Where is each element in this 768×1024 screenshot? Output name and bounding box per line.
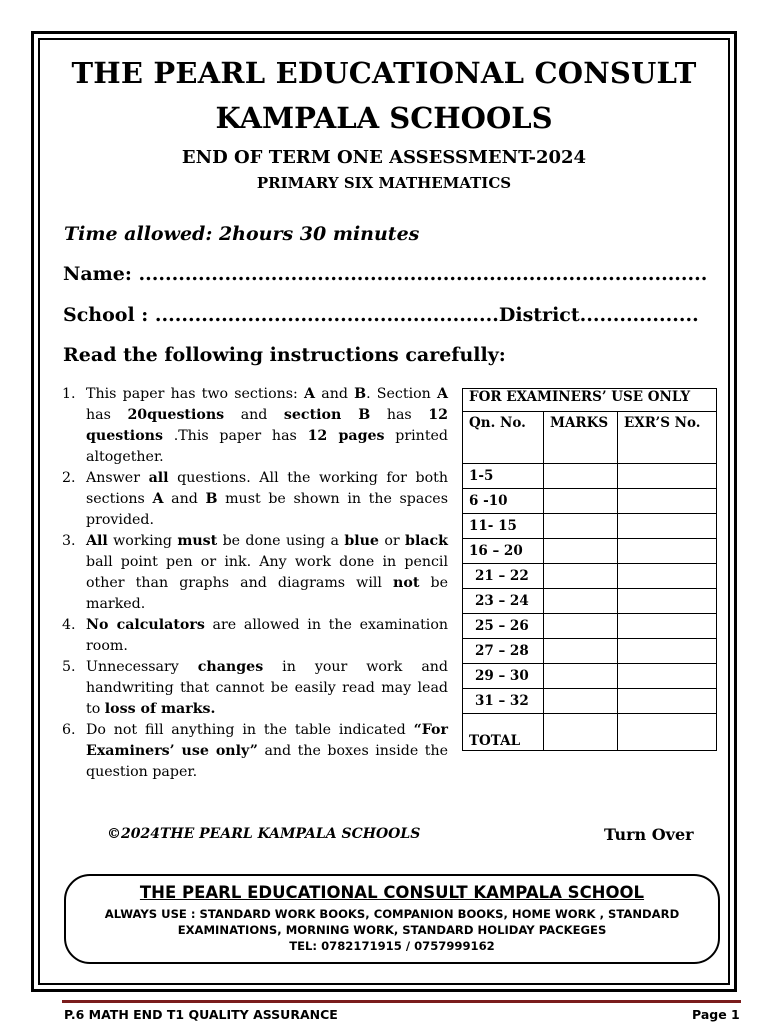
instruction-text: has [86,407,128,423]
marks-cell [544,689,618,714]
question-range-cell: 11- 15 [463,514,544,539]
instruction-emphasis: must [177,533,218,549]
banner-line-2: EXAMINATIONS, MORNING WORK, STANDARD HOLIDAY PACKEGES [177,923,607,937]
district-label: District [498,304,580,326]
marks-cell [544,539,618,564]
examiner-cell [618,464,717,489]
instruction-number: 6. [62,722,76,738]
table-row [463,464,717,489]
instruction-text: must be shown in the spaces provided. [86,491,448,528]
marks-cell [544,614,618,639]
instruction-emphasis: blue [344,533,379,549]
subject-title: PRIMARY SIX MATHEMATICS [256,174,512,192]
col-header-examiner: EXR’S No. [618,412,717,464]
instruction-text: be done using a [217,533,345,549]
instruction-text: .This paper has [162,428,308,444]
table-row [463,689,717,714]
examiner-cell [618,539,717,564]
instruction-emphasis: all [148,470,169,486]
instruction-emphasis: black [405,533,449,549]
instruction-emphasis: A [436,386,448,402]
school-field [63,304,699,326]
instruction-text: be marked. [86,575,448,612]
total-examiner-cell [618,714,717,751]
footer-title: P.6 MATH END T1 QUALITY ASSURANCE [64,1007,338,1022]
banner-line-3: TEL: 0782171915 / 0757999162 [289,939,495,953]
copyright-note: ©2024THE PEARL KAMPALA SCHOOLS [107,826,421,842]
question-range-cell: 31 – 32 [463,689,544,714]
examiner-cell [618,589,717,614]
examiner-cell [618,664,717,689]
instruction-text: and [315,386,355,402]
marks-cell [544,464,618,489]
question-range-cell: 16 – 20 [463,539,544,564]
examiner-cell [618,614,717,639]
banner-title: THE PEARL EDUCATIONAL CONSULT KAMPALA SCHOOL [139,883,645,902]
instruction-emphasis: B [354,386,367,402]
instruction-emphasis: not [393,575,420,591]
table-row [463,589,717,614]
col-header-marks: MARKS [544,412,618,464]
instruction-text: ball point pen or ink. Any work done in pencil other than graphs and diagrams will [86,554,448,591]
instruction-text: or [378,533,406,549]
question-range-cell: 27 – 28 [463,639,544,664]
marks-cell [544,664,618,689]
instruction-number: 5. [62,659,76,675]
question-range-cell: 21 – 22 [463,564,544,589]
instruction-item [62,615,448,657]
question-range-cell: 6 -10 [463,489,544,514]
instruction-emphasis: changes [197,659,264,675]
instruction-number: 3. [62,533,76,549]
region-title: KAMPALA SCHOOLS [215,101,553,135]
table-row [463,489,717,514]
name-field [63,263,707,285]
instruction-text: has [370,407,429,423]
banner-line-1: ALWAYS USE : STANDARD WORK BOOKS, COMPANION BOOKS, HOME WORK , STANDARD [104,907,680,921]
table-row [463,564,717,589]
name-dots: ...................................................................................... [138,263,708,285]
instruction-emphasis: No calculators [86,617,205,633]
name-label: Name: [63,263,132,285]
total-row [463,714,717,751]
instruction-text: questions. All the working for both sections [86,470,448,507]
total-label: TOTAL [463,714,544,751]
table-row [463,514,717,539]
examiner-cell [618,689,717,714]
marks-cell [544,564,618,589]
instruction-text: and [163,491,206,507]
marks-cell [544,514,618,539]
instruction-number: 4. [62,617,76,633]
examiner-cell [618,489,717,514]
instruction-emphasis: A [304,386,316,402]
examiner-cell [618,514,717,539]
instruction-emphasis: B [205,491,218,507]
footer-rule [62,1000,741,1003]
examiner-cell [618,564,717,589]
instruction-emphasis: “For Examiners’ use only” [86,722,448,759]
instruction-emphasis: A [152,491,164,507]
instruction-item [62,384,448,468]
instruction-emphasis: All [86,533,108,549]
instruction-text: Do not fill anything in the table indicated [86,722,414,738]
marks-cell [544,489,618,514]
instruction-text: printed altogether. [86,428,448,465]
page-number: Page 1 [692,1007,740,1022]
examiners-table-title: FOR EXAMINERS’ USE ONLY [463,389,717,412]
question-range-cell: 25 – 26 [463,614,544,639]
instruction-emphasis: 20questions [127,407,225,423]
table-row [463,539,717,564]
instructions-heading: Read the following instructions carefully: [63,344,506,366]
table-row [463,664,717,689]
district-dots: .................. [579,304,699,326]
exam-title: END OF TERM ONE ASSESSMENT-2024 [181,147,587,168]
instructions-list [62,384,448,783]
instruction-item [62,657,448,720]
instruction-text: and [224,407,284,423]
instruction-number: 1. [62,386,76,402]
question-range-cell: 29 – 30 [463,664,544,689]
question-range-cell: 1-5 [463,464,544,489]
instruction-item [62,720,448,783]
instruction-text: Answer [86,470,149,486]
table-row [463,614,717,639]
table-row [463,639,717,664]
org-title: THE PEARL EDUCATIONAL CONSULT [71,56,697,90]
instruction-text: working [107,533,178,549]
instruction-emphasis: 12 pages [307,428,385,444]
col-header-qn: Qn. No. [463,412,544,464]
banner-text [66,906,718,954]
school-label: School : [63,304,149,326]
instruction-text: and the boxes inside the question paper. [86,743,448,780]
instruction-text: in your work and handwriting that cannot be easily read may lead to [86,659,449,717]
instruction-number: 2. [62,470,76,486]
school-dots: .................................................... [154,304,499,326]
examiner-cell [618,639,717,664]
turn-over-note: Turn Over [604,825,694,844]
instruction-emphasis: section B [283,407,371,423]
instruction-text: are allowed in the examination room. [86,617,448,654]
instruction-text: Unnecessary [86,659,198,675]
time-allowed: Time allowed: 2hours 30 minutes [64,223,420,245]
instruction-item [62,468,448,531]
examiners-table [462,388,717,751]
question-range-cell: 23 – 24 [463,589,544,614]
total-marks-cell [544,714,618,751]
instruction-emphasis: loss of marks. [104,701,216,717]
instruction-text: . Section [366,386,437,402]
marks-cell [544,589,618,614]
instruction-item [62,531,448,615]
marks-cell [544,639,618,664]
instruction-emphasis: 12 questions [86,407,448,444]
instruction-text: This paper has two sections: [86,386,305,402]
advert-banner [64,874,720,964]
